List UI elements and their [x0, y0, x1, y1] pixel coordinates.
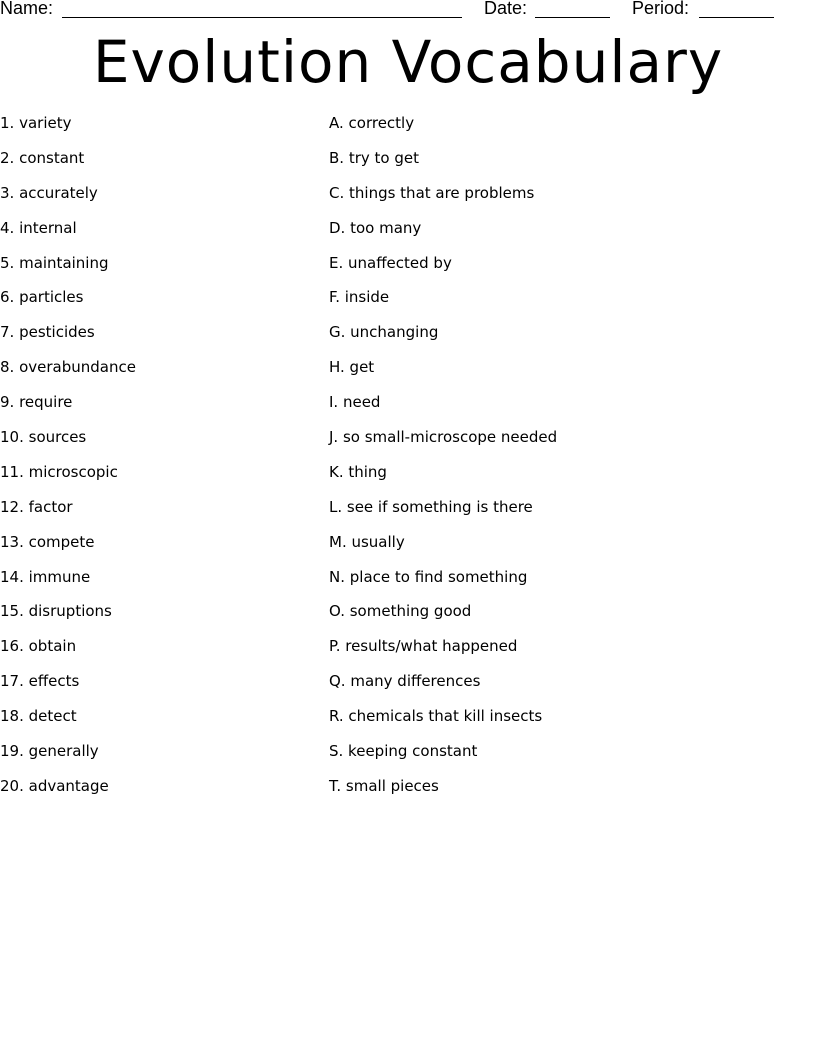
term-item: 7. pesticides: [0, 323, 95, 342]
definition-item: O. something good: [329, 602, 472, 621]
definition-item: A. correctly: [329, 114, 415, 132]
definition-item: H. get: [329, 358, 375, 377]
definition-item: K. thing: [329, 462, 387, 481]
term-item: 13. compete: [0, 532, 95, 551]
term-item: 17. effects: [0, 672, 80, 691]
term-item: 14. immune: [0, 567, 91, 586]
term-item: 1. variety: [0, 114, 72, 132]
definition-item: N. place to find something: [329, 567, 528, 586]
definitions-list: [329, 113, 809, 811]
date-label: Date:: [484, 0, 528, 18]
term-item: 2. constant: [0, 148, 85, 167]
definition-item: J. so small-microscope needed: [329, 428, 558, 447]
definition-item: I. need: [329, 393, 381, 412]
term-item: 12. factor: [0, 497, 73, 516]
definition-item: S. keeping constant: [329, 742, 478, 761]
definition-item: D. too many: [329, 218, 422, 237]
term-item: 5. maintaining: [0, 253, 109, 272]
term-item: 20. advantage: [0, 776, 109, 795]
term-item: 9. require: [0, 393, 73, 412]
date-blank[interactable]: [535, 17, 610, 18]
definition-item: C. things that are problems: [329, 183, 535, 202]
definition-item: T. small pieces: [329, 776, 439, 795]
term-item: 16. obtain: [0, 637, 77, 656]
definition-item: P. results/what happened: [329, 637, 518, 656]
period-label: Period:: [632, 0, 690, 18]
definition-item: E. unaffected by: [329, 253, 452, 272]
term-item: 3. accurately: [0, 183, 98, 202]
worksheet-header: [0, 0, 816, 24]
term-item: 18. detect: [0, 707, 77, 726]
term-item: 11. microscopic: [0, 462, 118, 481]
term-item: 10. sources: [0, 428, 87, 447]
definition-item: R. chemicals that kill insects: [329, 707, 543, 726]
term-item: 15. disruptions: [0, 602, 112, 621]
terms-list: [0, 113, 320, 811]
term-item: 6. particles: [0, 288, 84, 307]
definition-item: B. try to get: [329, 148, 419, 167]
term-item: 4. internal: [0, 218, 77, 237]
definition-item: G. unchanging: [329, 323, 439, 342]
page-title: Evolution Vocabulary: [92, 28, 724, 96]
definition-item: M. usually: [329, 532, 405, 551]
term-item: 19. generally: [0, 742, 99, 761]
name-blank[interactable]: [62, 17, 462, 18]
definition-item: L. see if something is there: [329, 497, 533, 516]
name-label: Name:: [0, 0, 54, 18]
definition-item: F. inside: [329, 288, 390, 307]
period-blank[interactable]: [699, 17, 774, 18]
term-item: 8. overabundance: [0, 358, 136, 377]
definition-item: Q. many differences: [329, 672, 481, 691]
